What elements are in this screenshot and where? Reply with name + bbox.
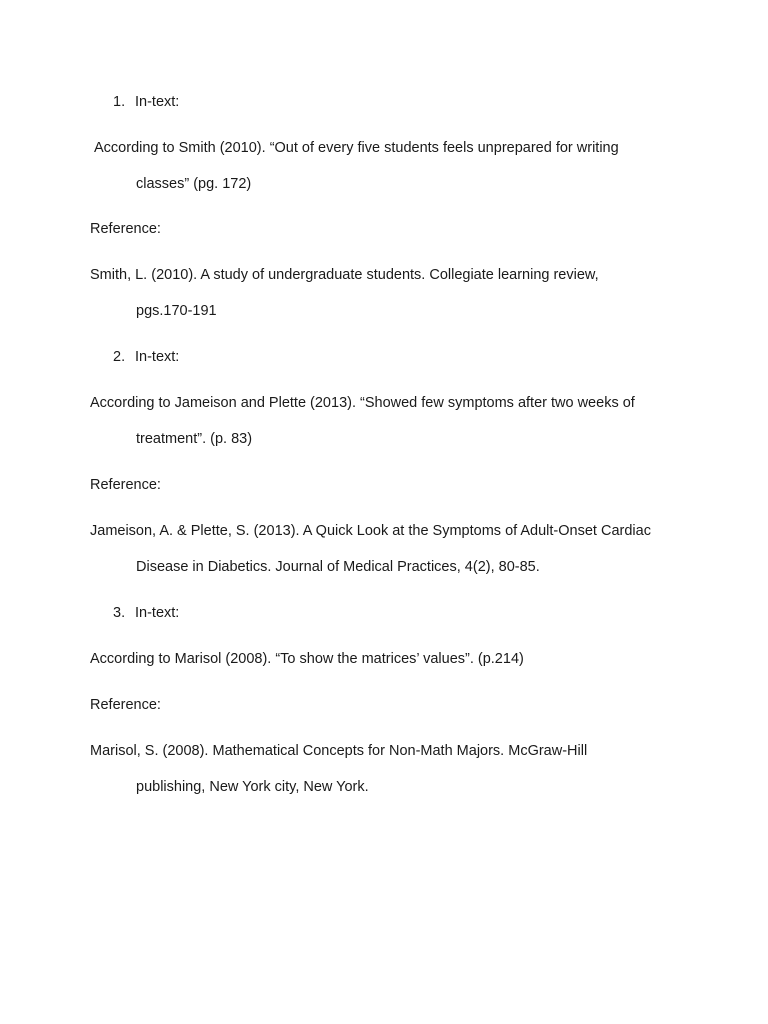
reference-label-3: Reference: <box>90 697 161 713</box>
list-number: 3. <box>113 605 126 621</box>
list-number: 2. <box>113 349 126 365</box>
reference-1-line-1: Smith, L. (2010). A study of undergraduate students. Collegiate learning review, <box>90 267 599 283</box>
reference-1-line-2: pgs.170-191 <box>136 303 217 319</box>
list-item-2-heading <box>113 348 179 366</box>
in-text-citation-2-line-2: treatment”. (p. 83) <box>136 431 253 447</box>
in-text-label: In-text: <box>135 349 180 365</box>
reference-2-line-2: Disease in Diabetics. Journal of Medical Practices, 4(2), 80-85. <box>136 559 540 575</box>
reference-3-line-2: publishing, New York city, New York. <box>136 779 369 795</box>
in-text-citation-3-line-1: According to Marisol (2008). “To show the matrices’ values”. (p.214) <box>90 651 524 667</box>
list-item-3-heading <box>113 604 179 622</box>
in-text-citation-1-line-1: According to Smith (2010). “Out of every five students feels unprepared for writing <box>94 140 619 156</box>
in-text-citation-2-line-1: According to Jameison and Plette (2013). “Showed few symptoms after two weeks of <box>90 395 635 411</box>
list-item-1-heading <box>113 93 179 111</box>
in-text-label: In-text: <box>135 94 180 110</box>
reference-3-line-1: Marisol, S. (2008). Mathematical Concepts for Non-Math Majors. McGraw-Hill <box>90 743 588 759</box>
in-text-citation-1-line-2: classes” (pg. 172) <box>136 176 252 192</box>
in-text-label: In-text: <box>135 605 180 621</box>
reference-2-line-1: Jameison, A. & Plette, S. (2013). A Quick Look at the Symptoms of Adult-Onset Cardiac <box>90 523 651 539</box>
reference-label-1: Reference: <box>90 221 161 237</box>
list-number: 1. <box>113 94 126 110</box>
reference-label-2: Reference: <box>90 477 161 493</box>
